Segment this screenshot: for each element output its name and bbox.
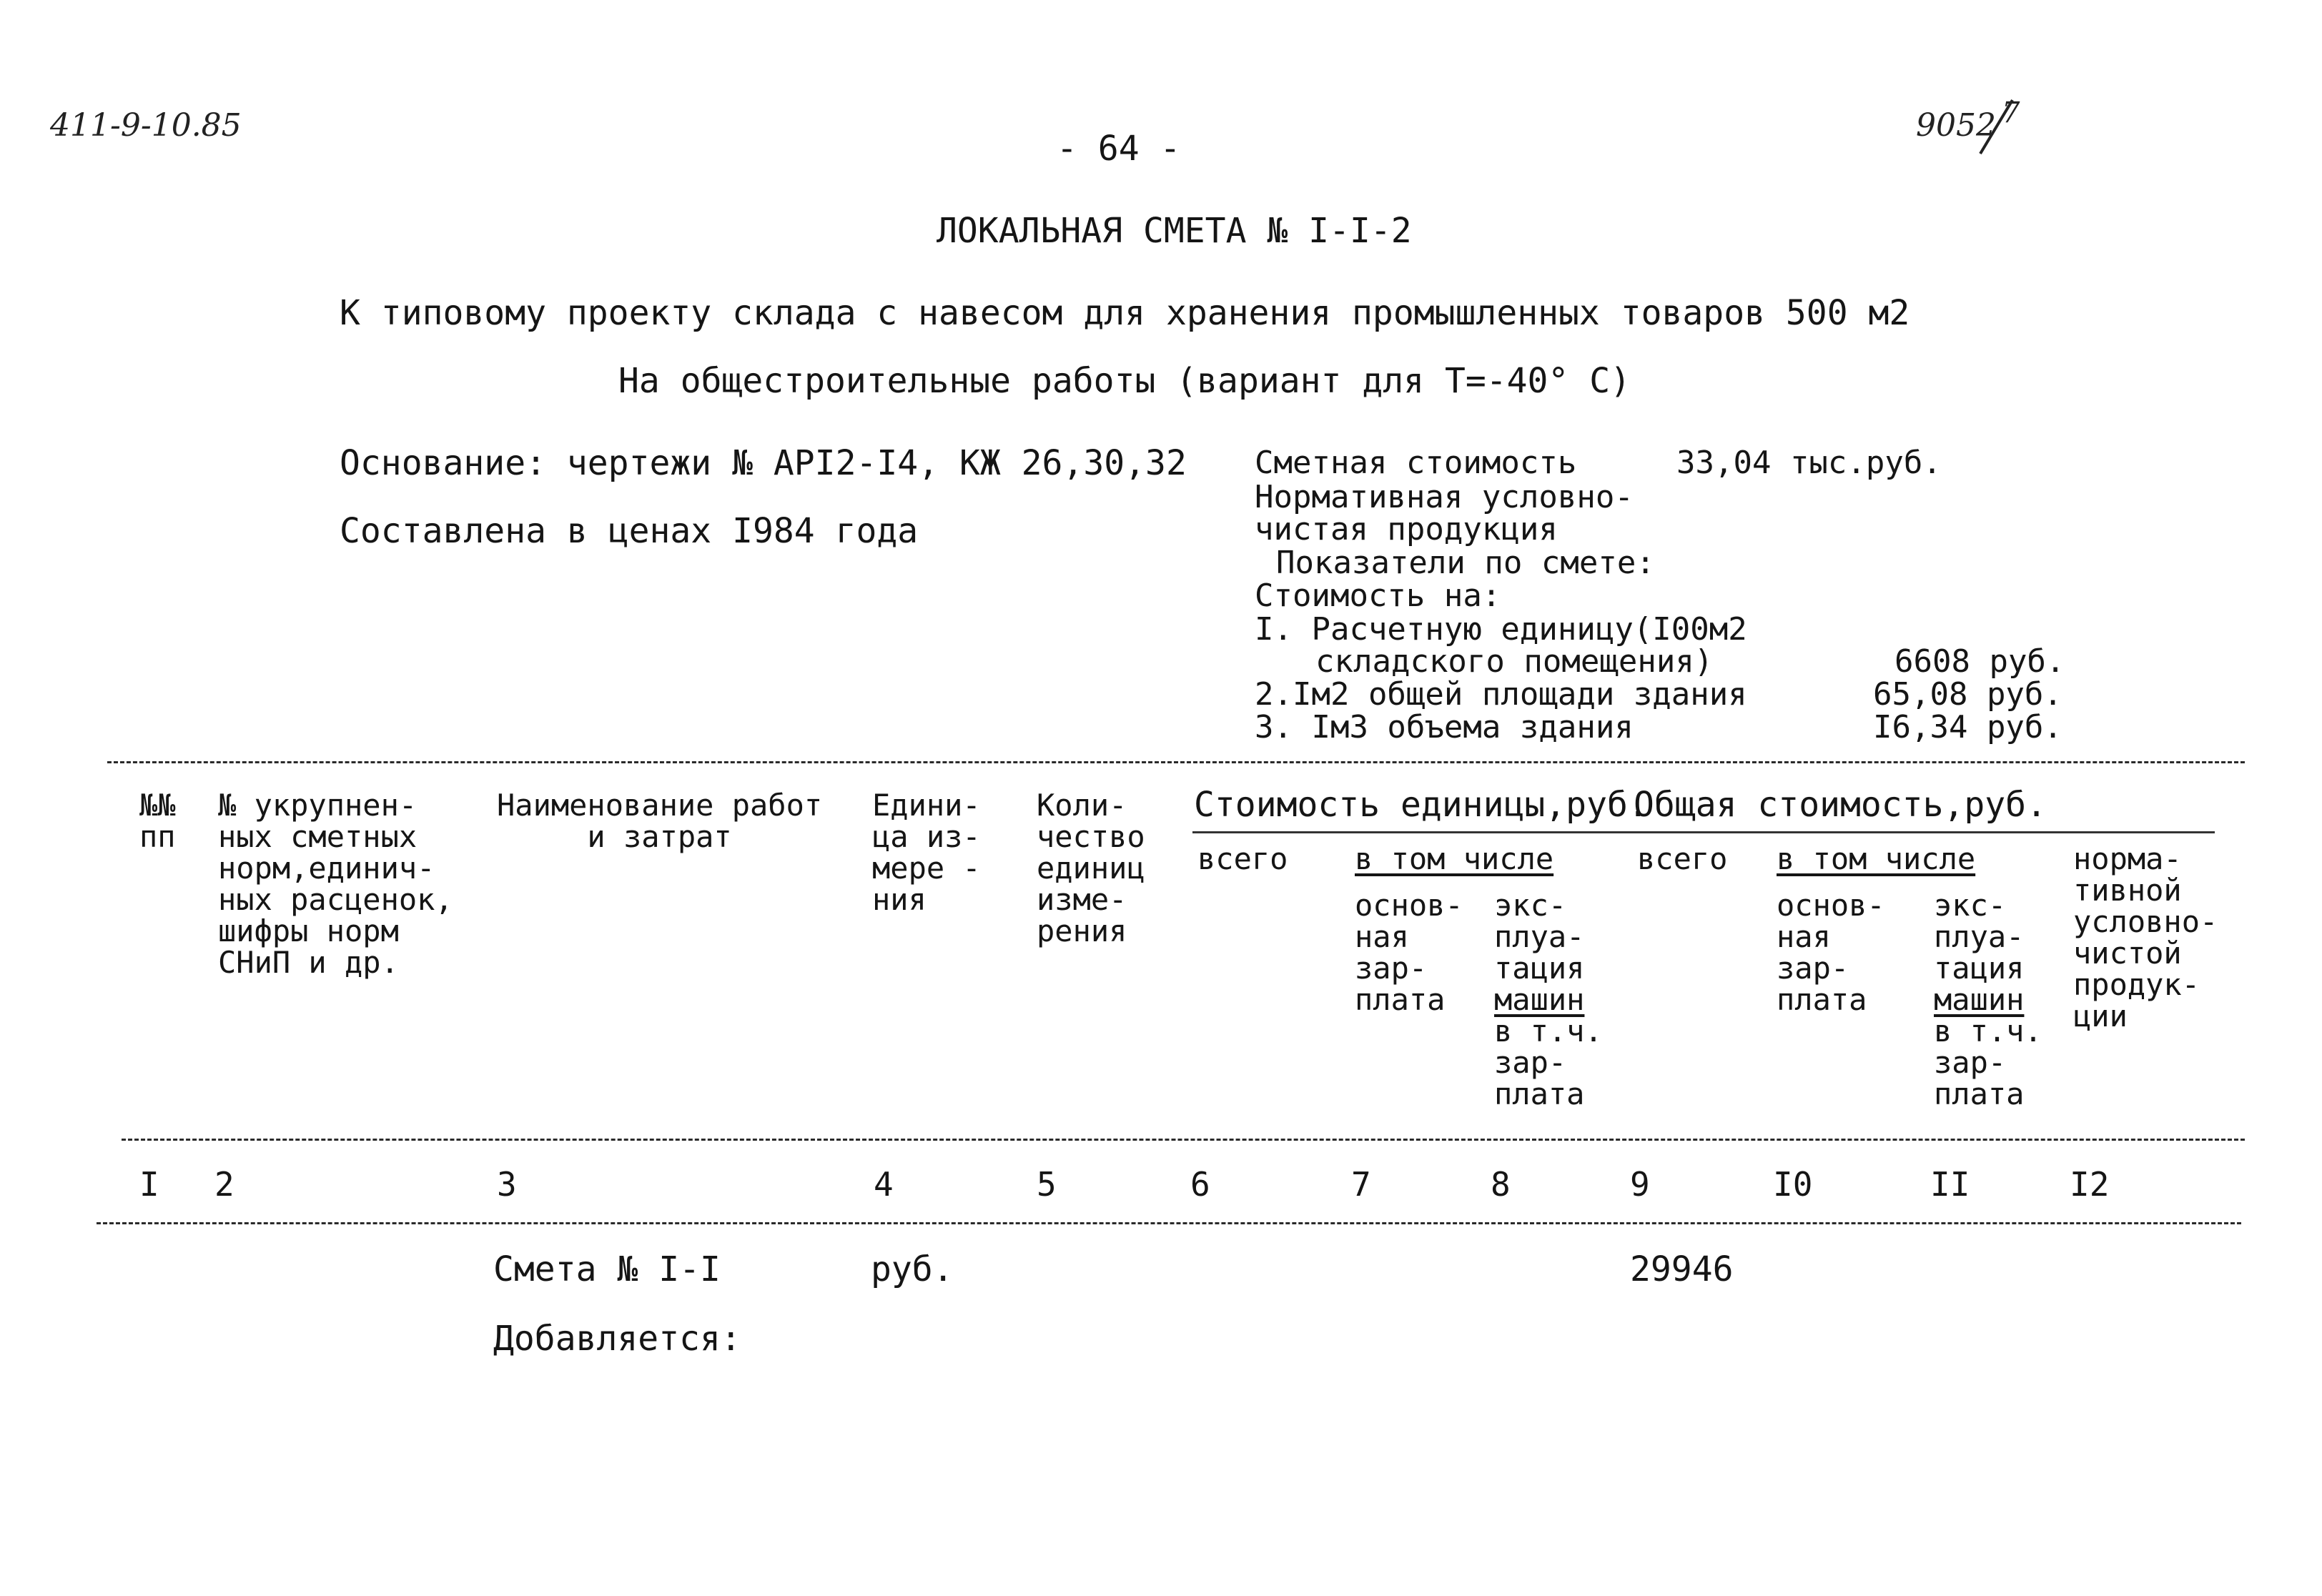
indicator-3-value: I6,34 руб. — [1873, 709, 2062, 745]
cost-per-label: Стоимость на: — [1255, 578, 1501, 614]
colnum-12: I2 — [2070, 1165, 2110, 1204]
colnum-11: II — [1930, 1165, 1970, 1204]
work-type: На общестроительные работы (вариант для Т=-40° С) — [618, 361, 1631, 401]
document-title: ЛОКАЛЬНАЯ СМЕТА № I-I-2 — [937, 211, 1412, 251]
page-number: - 64 - — [1057, 129, 1181, 169]
estimated-cost-value: 33,04 тыс.руб. — [1676, 445, 1942, 481]
col-header-unit-total: всего — [1197, 841, 1288, 876]
row-1-unit: руб. — [871, 1249, 954, 1289]
row-2-name: Добавляется: — [493, 1319, 741, 1359]
indicator-1-label-2: складского помещения) — [1315, 643, 1714, 680]
col-header-unit-machines: экс- плуа- тация машин в т.ч. зар- плата — [1494, 888, 1603, 1111]
indicator-1-value: 6608 руб. — [1894, 643, 2065, 680]
colnum-2: 2 — [214, 1165, 234, 1204]
col-header-unit-including: в том числе — [1355, 841, 1554, 876]
colnum-7: 7 — [1351, 1165, 1371, 1204]
colnum-bottom-rule — [97, 1222, 2241, 1224]
col-header-normative: норма- тивной условно- чистой продук- ции — [2073, 841, 2218, 1034]
unit-cost-group-header: Стоимость единицы,руб. — [1194, 785, 1649, 825]
colnum-9: 9 — [1630, 1165, 1650, 1204]
col-header-total: всего — [1637, 841, 1728, 876]
colnum-8: 8 — [1491, 1165, 1511, 1204]
document-subtitle: К типовому проекту склада с навесом для хранения промышленных товаров 500 м2 — [340, 293, 1910, 333]
prices-year-line: Составлена в ценах I984 года — [340, 511, 919, 551]
indicators-label: Показатели по смете: — [1276, 545, 1655, 581]
colnum-1: I — [139, 1165, 159, 1204]
row-1-total: 29946 — [1630, 1249, 1734, 1289]
col-header-total-machines: экс- плуа- тация машин в т.ч. зар- плата — [1934, 888, 2042, 1111]
archive-subnumber: 7 — [2002, 96, 2020, 129]
indicator-1-label-1: I. Расчетную единицу(I00м2 — [1255, 611, 1747, 648]
indicator-2-label: 2.Iм2 общей площади здания — [1255, 676, 1747, 713]
normative-label-1: Нормативная условно- — [1255, 479, 1634, 515]
archive-number: 9052 — [1916, 107, 1996, 144]
estimated-cost-label: Сметная стоимость — [1255, 445, 1577, 481]
colnum-4: 4 — [874, 1165, 894, 1204]
col-header-pp: №№ пп — [139, 788, 176, 854]
row-1-name: Смета № I-I — [493, 1249, 721, 1289]
col-header-total-base-wage: основ- ная зар- плата — [1777, 888, 1885, 1017]
col-header-norms: № укрупнен- ных сметных норм,единич- ных расценок, шифры норм СНиП и др. — [218, 788, 453, 980]
colnum-5: 5 — [1037, 1165, 1057, 1204]
indicator-2-value: 65,08 руб. — [1873, 676, 2062, 713]
table-top-rule — [107, 761, 2245, 763]
col-header-total-including: в том числе — [1777, 841, 1976, 876]
normative-label-2: чистая продукция — [1255, 511, 1558, 547]
col-header-quantity: Коли- чество единиц изме- рения — [1037, 788, 1145, 948]
group-header-rule — [1192, 831, 2215, 833]
colnum-6: 6 — [1190, 1165, 1210, 1204]
colnum-10: I0 — [1773, 1165, 1813, 1204]
header-bottom-rule — [122, 1139, 2245, 1141]
total-cost-group-header: Общая стоимость,руб. — [1634, 785, 2047, 825]
indicator-3-label: 3. Iм3 объема здания — [1255, 709, 1634, 745]
basis-line: Основание: чертежи № АРI2-I4, КЖ 26,30,32 — [340, 443, 1187, 483]
col-header-unit: Едини- ца из- мере - ния — [872, 788, 981, 917]
document-code: 411-9-10.85 — [50, 107, 242, 144]
col-header-works-name: Наименование работ и затрат — [497, 788, 823, 854]
col-header-unit-base-wage: основ- ная зар- плата — [1355, 888, 1463, 1017]
colnum-3: 3 — [497, 1165, 517, 1204]
